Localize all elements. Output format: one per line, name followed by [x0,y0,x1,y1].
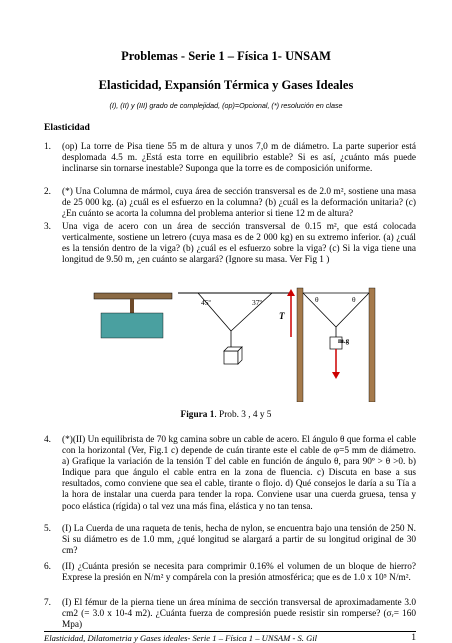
problem-number: 4. [44,435,51,445]
problem-text: (*)(II) Un equilibrista de 70 kg camina sobre un cable de acero. El ángulo θ que forma el cable con la horizontal (Ver, Fig.1 c) depende de cuán tirante este el cable de φ=5 mm de diámetro. a) Grafique la variación de la tensión T del cable en función de ángulo θ, para 90º > θ >0. b) Indique para que ángulo el cable entra en la zona de fluencia. c) Discuta en base a sus resultados, como conviene que sea el cable, tirante o flojo. d) Qué consejos le daría a su Tía a la hora de instalar una cuerda para tender la ropa. Conviene usar una cuerda gruesa, tensa y poco elástica (rígida) o tal vez una más fina, elástica y no tan tensa. [62,435,416,512]
page-footer: Elasticidad, Dilatometria y Gases ideales- Serie 1 – Física 1 – UNSAM - S. Gil [44,633,318,643]
problem-item-5 [44,524,416,557]
footer-divider [44,631,416,632]
section-heading: Elasticidad [44,122,90,133]
figure-1-diagrams [0,282,452,402]
two-cable-diagram [178,293,290,364]
problem-item-1 [44,142,416,175]
problem-text: (op) La torre de Pisa tiene 55 m de altura y unos 7,0 m de diámetro. La parte superior está desplomada 4.5 m. ¿Está esta torre en equilibrio estable? Si es así, ¿cuánto más puede inclinarse sin tornarse inestable? Suponga que la torre es de composición uniforme. [62,142,416,175]
problem-text: (II) ¿Cuánta presión se necesita para comprimir 0.16% el volumen de un bloque de hierro? Exprese la presión en N/m² y compárela con la presión atmosférica; que es de 1.0 x 10⁵ N/m². [62,562,416,584]
figure-caption [0,410,452,420]
problem-number: 7. [44,598,51,608]
weight-label: m.g [338,337,350,345]
problem-number: 2. [44,187,51,197]
figure-caption-text: . Prob. 3 , 4 y 5 [214,410,272,420]
problem-item-3 [44,222,416,266]
problem-item-6 [44,562,416,584]
problem-item-2 [44,187,416,220]
complexity-legend: (I), (II) y (III) grado de complejidad, (op)=Opcional, (*) resolución en clase [109,101,343,110]
problem-item-4 [44,435,416,513]
problem-text: (*) Una Columna de mármol, cuya área de sección transversal es de 2.0 m², sostiene una masa de 25 000 kg. (a) ¿cuál es el esfuerzo en la columna? (b) ¿cuál es la deformación unitaria? (c) ¿En cuánto se acorta la columna del problema anterior si tiene 12 m de altura? [62,187,416,220]
angle-label-left: 45º [201,298,211,307]
problem-text: (I) El fémur de la pierna tiene un área mínima de sección transversal de aproximadamente 3.0 cm2 (= 3.0 x 10-4 m2). ¿Cuánta fuerza de compresión puede resistir sin romperse? (σᵣ= 160 Mpa) [62,598,416,631]
document-title: Problemas - Serie 1 – Física 1- UNSAM [121,49,331,63]
theta-label-left: θ [315,295,319,304]
hanging-sign-diagram [94,293,172,338]
problem-number: 3. [44,222,51,232]
problem-item-7 [44,598,416,631]
problem-number: 1. [44,142,51,152]
document-topic: Elasticidad, Expansión Térmica y Gases Ideales [98,78,354,92]
tension-label: T [279,311,285,321]
problem-number: 6. [44,562,51,572]
problem-number: 5. [44,524,51,534]
theta-label-right: θ [352,295,356,304]
figure-caption-label: Figura 1 [180,410,215,420]
tightrope-diagram [279,288,375,402]
page-number: 1 [411,632,416,643]
problem-text: (I) La Cuerda de una raqueta de tenis, hecha de nylon, se encuentra bajo una tensión de 250 N. Si su diámetro es de 1.0 mm, ¿qué longitud se alargará a partir de su longitud original de 30 cm? [62,524,416,557]
problem-text: Una viga de acero con un área de sección transversal de 0.15 m², que está colocada verticalmente, sostiene un letrero (cuya masa es de 2 000 kg) en su extremo inferior. (a) ¿cuál es la tensión dentro de la viga? (b) ¿cuál es el esfuerzo sobre la viga? (c) Si la viga tiene una longitud de 9.50 m, ¿en cuánto se alargará? (Ignore su masa. Ver Fig 1 ) [62,222,416,266]
angle-label-right: 37º [252,298,262,307]
